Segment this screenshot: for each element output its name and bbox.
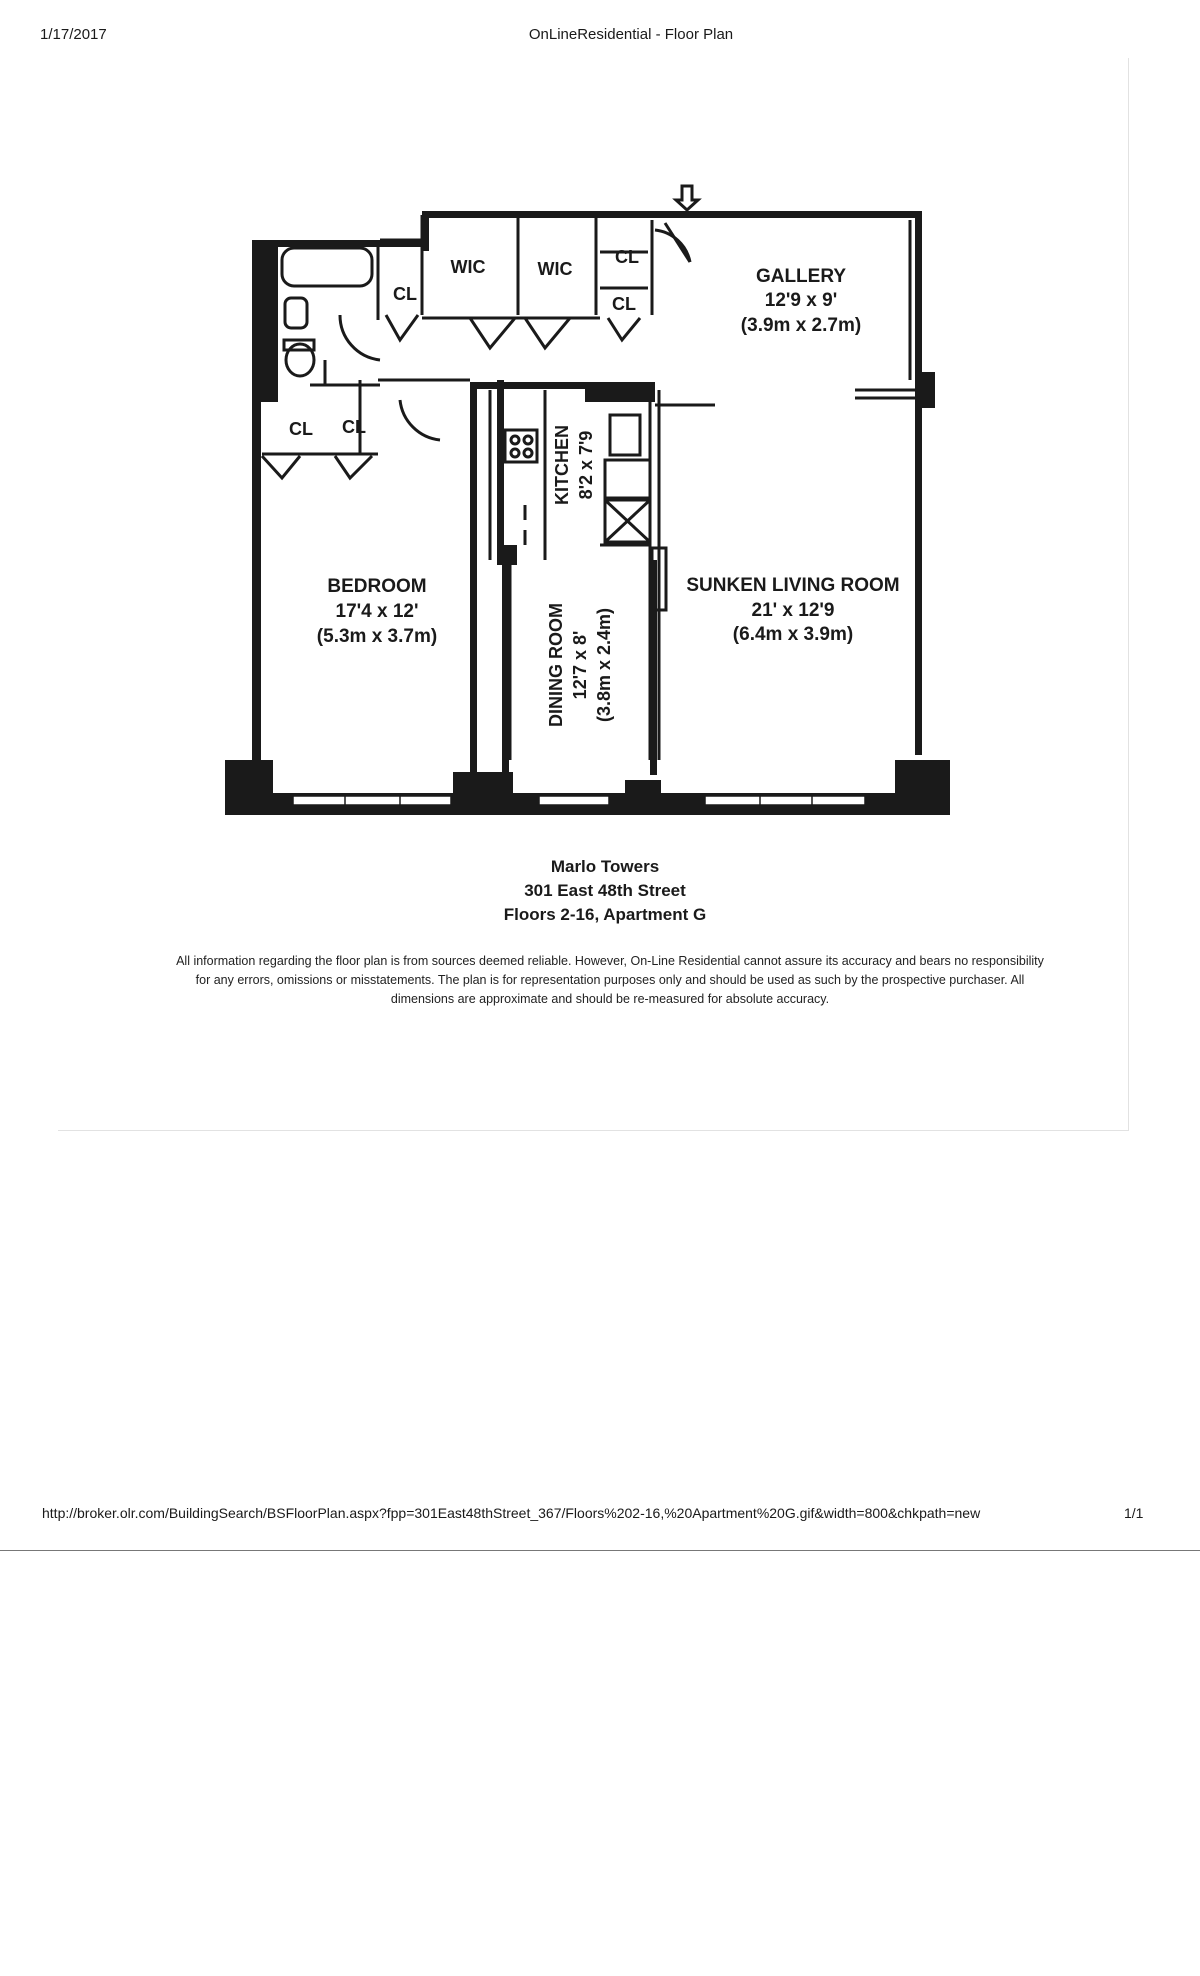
dining-label: DINING ROOM (546, 603, 566, 727)
exterior-walls (225, 211, 950, 815)
bedroom-dim-m: (5.3m x 3.7m) (316, 626, 438, 647)
building-address: 301 East 48th Street (524, 881, 686, 900)
wic-label-1: WIC (450, 257, 486, 277)
closet-label-5: CL (342, 417, 366, 437)
closet-label-1: CL (615, 247, 639, 267)
page-number: 1/1 (1124, 1505, 1144, 1521)
bedroom-dim-ft: 17'4 x 12' (335, 601, 419, 622)
dining-dim-ft: 12'7 x 8' (570, 630, 590, 700)
closet-label-3: CL (393, 284, 417, 304)
closet-label-2: CL (612, 294, 636, 314)
scan-edge-line (0, 1550, 1200, 1551)
building-name: Marlo Towers (550, 857, 660, 876)
bedroom-label: BEDROOM (327, 576, 427, 597)
disclaimer-text: All information regarding the floor plan is from sources deemed reliable. However, On-Line Residential cannot assure its accuracy and bears no responsibility for any errors, omissions or misstatements. The plan is for representation purposes only and should be used as such by the prospective purchaser. All dimensions are approximate and should be re-measured for absolute accuracy. (176, 954, 1044, 1006)
living-label: SUNKEN LIVING ROOM (686, 575, 900, 596)
wic-label-2: WIC (537, 259, 573, 279)
living-dim-m: (6.4m x 3.9m) (732, 624, 854, 645)
print-title: OnLineResidential - Floor Plan (528, 26, 734, 43)
living-dim-ft: 21' x 12'9 (751, 600, 835, 621)
kitchen-label: KITCHEN (552, 425, 572, 505)
footer-url[interactable]: http://broker.olr.com/BuildingSearch/BSFloorPlan.aspx?fpp=301East48thStreet_367/Floors%202-16,%20Apartment%20G.gif&width=800&chkpath=new (42, 1505, 981, 1521)
apartment-unit: Floors 2-16, Apartment G (503, 905, 707, 924)
closet-label-4: CL (289, 419, 313, 439)
windows (293, 796, 865, 805)
floor-plan (0, 0, 1200, 860)
gallery-label: GALLERY (755, 266, 847, 287)
kitchen-dim-ft: 8'2 x 7'9 (576, 430, 596, 500)
gallery-dim-m: (3.9m x 2.7m) (740, 315, 862, 336)
print-date: 1/17/2017 (40, 26, 107, 43)
dining-dim-m: (3.8m x 2.4m) (594, 607, 614, 723)
gallery-dim-ft: 12'9 x 9' (764, 290, 838, 311)
building-caption (0, 855, 1200, 927)
